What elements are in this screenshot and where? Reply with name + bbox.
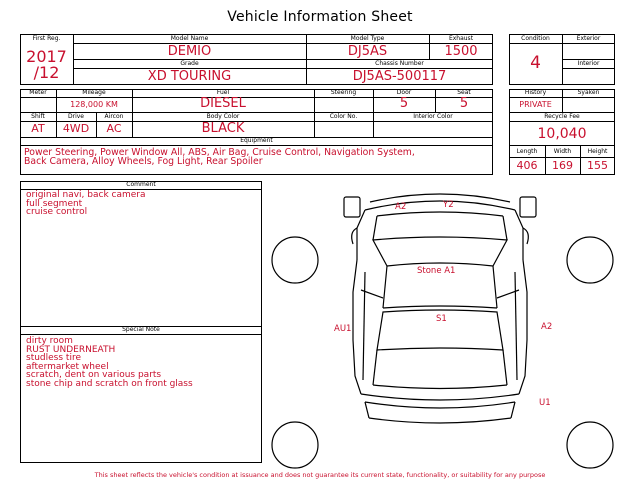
fuel-value: DIESEL: [200, 96, 246, 111]
special-note-text: dirty room RUST UNDERNEATH studless tire aftermarket wheel scratch, dent on various parts stone chip and scratch on front glass: [26, 336, 193, 389]
width-label: Width: [553, 148, 572, 155]
chassis-value: DJ5AS-500117: [352, 69, 447, 84]
shift-label: Shift: [31, 113, 45, 120]
length-value: 406: [516, 159, 538, 172]
steering-label: Steering: [330, 89, 357, 96]
first-reg-label: First Reg.: [32, 35, 61, 42]
equipment-line-2: Back Camera, Alloy Wheels, Fog Light, Rear Spoiler: [24, 156, 263, 167]
car-damage-diagram: [265, 180, 625, 472]
history-value: PRIVATE: [519, 100, 552, 109]
disclaimer-footer: This sheet reflects the vehicle's condition at issuance and does not guarantee its current state, functionality, or suitability for any purpose: [94, 471, 546, 479]
equipment-line-1: Power Steering, Power Window All, ABS, Air Bag, Cruise Control, Navigation System,: [24, 147, 415, 158]
body-color-label: Body Color: [206, 113, 240, 120]
comment-block: [20, 181, 262, 463]
color-no-label: Color No.: [329, 113, 358, 120]
width-value: 169: [552, 159, 573, 172]
shift-value: AT: [31, 122, 45, 135]
seat-label: Seat: [457, 89, 471, 96]
car-outline: [344, 194, 536, 423]
seat-value: 5: [459, 96, 469, 111]
mark-a2-right: A2: [541, 322, 553, 332]
damage-marks: [334, 200, 552, 408]
body-color-value: BLACK: [201, 121, 245, 136]
aircon-label: Aircon: [104, 113, 124, 120]
height-label: Height: [587, 148, 608, 155]
meter-label: Meter: [29, 89, 47, 96]
history-label: History: [524, 89, 547, 96]
equipment-label: Equipment: [240, 137, 273, 144]
grade-label: Grade: [180, 60, 199, 67]
grade-value: XD TOURING: [147, 69, 232, 84]
chassis-label: Chassis Number: [375, 60, 424, 67]
model-name-label: Model Name: [170, 35, 209, 42]
mark-y2: Y2: [443, 200, 454, 210]
mark-a2-top: A2: [395, 202, 407, 212]
height-value: 155: [587, 159, 608, 172]
exhaust-value: 1500: [444, 44, 478, 59]
comment-text: original navi, back camera full segment cruise control: [26, 190, 146, 217]
sheet-title: Vehicle Information Sheet: [227, 9, 413, 25]
recycle-fee-value: 10,040: [537, 126, 587, 142]
length-label: Length: [516, 148, 538, 155]
recycle-fee-label: Recycle Fee: [544, 113, 580, 120]
model-name-value: DEMIO: [167, 44, 212, 59]
mileage-value: 128,000 KM: [70, 100, 118, 109]
condition-label: Condition: [521, 35, 550, 42]
exhaust-label: Exhaust: [448, 35, 474, 42]
first-reg-month: /12: [33, 63, 60, 82]
mark-s1: S1: [436, 314, 447, 324]
drive-label: Drive: [68, 113, 84, 120]
door-label: Door: [396, 89, 412, 96]
mileage-label: Mileage: [82, 89, 106, 96]
door-value: 5: [399, 96, 409, 111]
fuel-label: Fuel: [216, 89, 230, 96]
model-type-label: Model Type: [350, 35, 385, 42]
syaken-label: Syaken: [577, 89, 600, 96]
special-note-label: Special Note: [122, 326, 160, 333]
comment-label: Comment: [126, 181, 156, 188]
drive-value: 4WD: [62, 122, 90, 135]
aircon-value: AC: [106, 122, 122, 135]
model-type-value: DJ5AS: [347, 44, 388, 59]
interior-label: Interior: [577, 60, 600, 67]
first-reg-year: 2017: [26, 47, 67, 66]
condition-value: 4: [530, 53, 541, 73]
exterior-label: Exterior: [576, 35, 601, 42]
mark-u1: U1: [539, 398, 551, 408]
mark-au1: AU1: [334, 324, 352, 334]
interior-color-label: Interior Color: [413, 113, 453, 120]
mark-stone-a1: Stone A1: [417, 266, 456, 276]
